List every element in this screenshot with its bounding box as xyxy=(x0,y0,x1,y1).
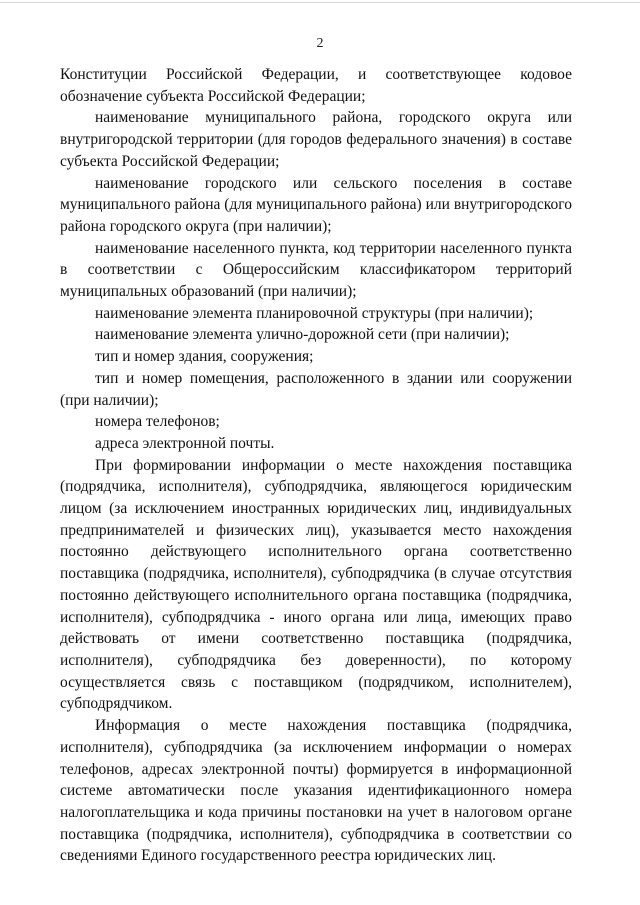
paragraph-street-element: наименование элемента улично-дорожной сети (при наличии); xyxy=(95,326,510,344)
paragraph-locality: наименование населенного пункта, код территории населенного пункта в соответствии с Общероссийским классификатором территорий муниципальных образований (при наличии); xyxy=(60,239,572,301)
top-edge-rule xyxy=(0,2,640,3)
paragraph-location-rules: При формировании информации о месте нахождения поставщика (подрядчика, исполнителя), субподрядчика, являющегося юридическим лицом (за исключением иностранных юридических лиц, индивидуальных предпринимателей и физических лиц), указывается место нахождения постоянно действующего исполнительного органа соответственно поставщика (подрядчика, исполнителя), субподрядчика (в случае отсутствия постоянно действующего исполнительного органа поставщика (подрядчика, исполнителя), субподрядчика - иного органа или лица, имеющих право действовать от имени соответственно поставщика (подрядчика, исполнителя), субподрядчика без доверенности), по которому осуществляется связь с поставщиком (подрядчиком, исполнителем), субподрядчиком. xyxy=(60,456,572,713)
paragraph-continuation: Конституции Российской Федерации, и соответствующее кодовое обозначение субъекта Российской Федерации; xyxy=(60,66,572,105)
paragraph-building: тип и номер здания, сооружения; xyxy=(95,348,314,366)
paragraph-municipal-district: наименование муниципального района, городского округа или внутригородской территории (для городов федерального значения) в составе субъекта Российской Федерации; xyxy=(60,109,572,170)
paragraph-automatic-formation: Информация о месте нахождения поставщика (подрядчика, исполнителя), субподрядчика (за исключением информации о номерах телефонов, адресах электронной почты) формируется в информационной системе автоматически после указания идентификационного номера налогоплательщика и кода причины постановки на учет в налоговом органе поставщика (подрядчика, исполнителя), субподрядчика в соответствии со сведениями Единого государственного реестра юридических лиц. xyxy=(60,717,572,865)
page-number: 2 xyxy=(316,36,324,51)
paragraph-settlement: наименование городского или сельского поселения в составе муниципального района (для муниципального района) или внутригородского района городского округа (при наличии); xyxy=(60,174,572,235)
document-body xyxy=(60,64,572,867)
paragraph-planning-element: наименование элемента планировочной структуры (при наличии); xyxy=(95,304,534,322)
paragraph-premises: тип и номер помещения, расположенного в здании или сооружении (при наличии); xyxy=(60,369,572,409)
paragraph-phones: номера телефонов; xyxy=(95,413,220,431)
paragraph-emails: адреса электронной почты. xyxy=(95,434,275,452)
